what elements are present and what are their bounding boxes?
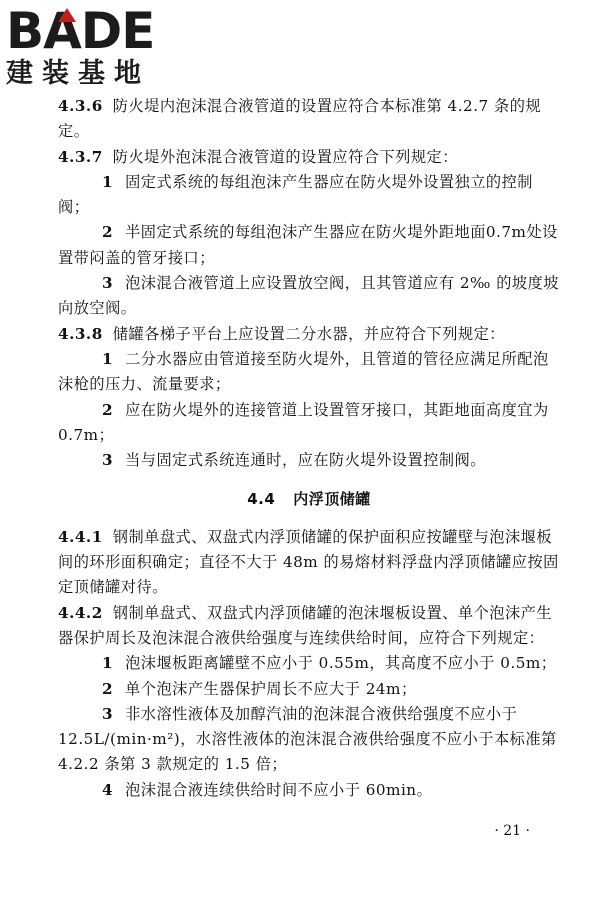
document-body bbox=[58, 94, 560, 803]
list-item bbox=[58, 271, 560, 322]
clause-group-4-4 bbox=[58, 525, 560, 803]
clause-paragraph bbox=[58, 601, 560, 652]
item-number: 2 bbox=[102, 223, 114, 242]
list-item bbox=[58, 651, 560, 676]
item-number: 1 bbox=[102, 349, 114, 368]
paragraph-text: 二分水器应由管道接至防火堤外，且管道的管径应满足所配泡沫枪的压力、流量要求； bbox=[58, 349, 549, 394]
paragraph-text: 防火堤内泡沫混合液管道的设置应符合本标准第 4.2.7 条的规定。 bbox=[58, 97, 542, 141]
item-number: 4 bbox=[102, 780, 114, 799]
item-number: 1 bbox=[102, 654, 114, 673]
paragraph-text: 固定式系统的每组泡沫产生器应在防火堤外设置独立的控制阀； bbox=[58, 172, 533, 217]
list-item bbox=[58, 778, 560, 803]
paragraph-text: 钢制单盘式、双盘式内浮顶储罐的保护面积应按罐壁与泡沫堰板间的环形面积确定；直径不大于 48m 的易熔材料浮盘内浮顶储罐应按固定顶储罐对待。 bbox=[58, 527, 559, 597]
logo bbox=[6, 2, 178, 90]
paragraph-text: 非水溶性液体及加醇汽油的泡沫混合液供给强度不应小于 12.5L/(min·m²)，水溶性液体的泡沫混合液供给强度不应小于本标准第 4.2.2 条第 3 款规定的 1.5 倍； bbox=[58, 704, 557, 774]
paragraph-text: 泡沫混合液管道上应设置放空阀，且其管道应有 2‰ 的坡度坡向放空阀。 bbox=[58, 274, 559, 318]
item-number: 3 bbox=[102, 451, 114, 470]
list-item bbox=[58, 448, 560, 473]
paragraph-text: 防火堤外泡沫混合液管道的设置应符合下列规定： bbox=[112, 147, 458, 166]
paragraph-text: 单个泡沫产生器保护周长不应大于 24m； bbox=[125, 679, 417, 698]
logo-wordmark: BADE bbox=[6, 2, 155, 60]
clause-paragraph bbox=[58, 525, 560, 601]
section-heading bbox=[58, 487, 560, 512]
logo-chinese-text: 建装基地 bbox=[6, 58, 150, 89]
list-item bbox=[58, 170, 560, 221]
clause-paragraph bbox=[58, 94, 560, 145]
item-number: 1 bbox=[102, 172, 114, 191]
paragraph-text: 泡沫混合液连续供给时间不应小于 60min。 bbox=[125, 780, 433, 799]
list-item bbox=[58, 677, 560, 702]
clause-number: 4.4.2 bbox=[58, 603, 103, 622]
list-item bbox=[58, 220, 560, 271]
paragraph-text: 应在防火堤外的连接管道上设置管牙接口，其距地面高度宜为 0.7m； bbox=[58, 400, 549, 444]
paragraph-text: 泡沫堰板距离罐壁不应小于 0.55m，其高度不应小于 0.5m； bbox=[125, 654, 557, 673]
clause-number: 4.3.8 bbox=[58, 324, 103, 343]
clause-number: 4.4.1 bbox=[58, 527, 103, 546]
page-number: · 21 · bbox=[494, 823, 530, 839]
item-number: 2 bbox=[102, 679, 114, 698]
clause-paragraph bbox=[58, 322, 560, 347]
item-number: 2 bbox=[102, 400, 114, 419]
list-item bbox=[58, 398, 560, 449]
paragraph-text: 当与固定式系统连通时，应在防火堤外设置控制阀。 bbox=[125, 451, 486, 470]
section-title: 内浮顶储罐 bbox=[293, 490, 371, 509]
item-number: 3 bbox=[102, 704, 114, 723]
clause-group-4-3 bbox=[58, 94, 560, 473]
list-item bbox=[58, 702, 560, 778]
clause-number: 4.3.7 bbox=[58, 147, 103, 166]
clause-number: 4.3.6 bbox=[58, 97, 103, 115]
paragraph-text: 储罐各梯子平台上应设置二分水器，并应符合下列规定： bbox=[112, 324, 505, 343]
section-number: 4.4 bbox=[247, 490, 276, 509]
logo-accent-triangle bbox=[58, 8, 76, 22]
paragraph-text: 钢制单盘式、双盘式内浮顶储罐的泡沫堰板设置、单个泡沫产生器保护周长及泡沫混合液供给强度与连续供给时间，应符合下列规定： bbox=[58, 603, 553, 647]
paragraph-text: 半固定式系统的每组泡沫产生器应在防火堤外距地面0.7m处设置带闷盖的管牙接口； bbox=[58, 223, 558, 267]
list-item bbox=[58, 347, 560, 398]
clause-paragraph bbox=[58, 145, 560, 170]
item-number: 3 bbox=[102, 274, 114, 293]
